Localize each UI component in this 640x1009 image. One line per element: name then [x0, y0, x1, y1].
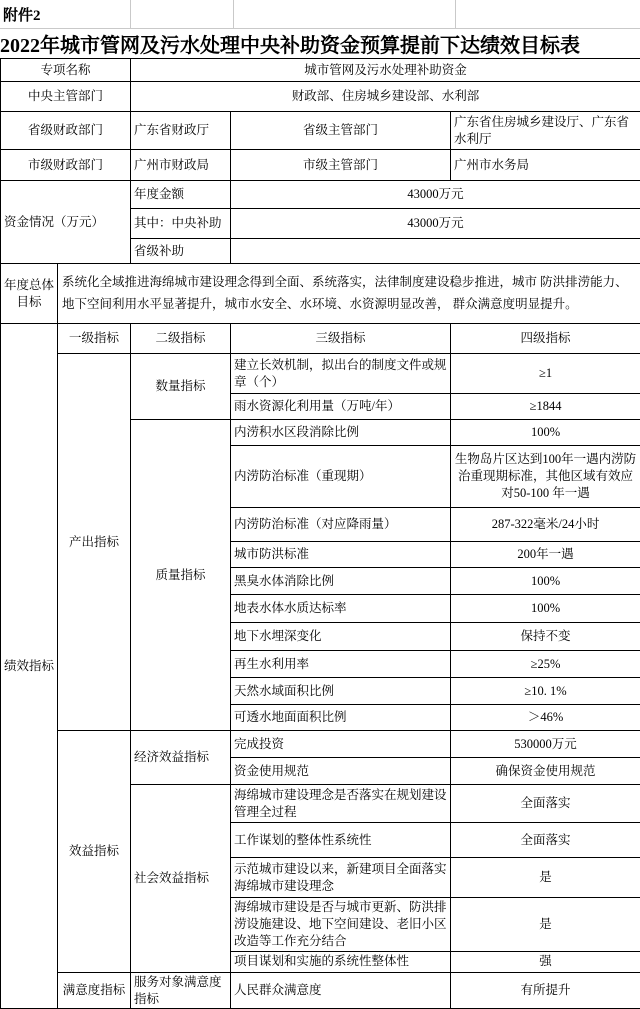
- table-row: [1, 150, 640, 181]
- funding-label: 资金情况（万元）: [1, 181, 131, 264]
- gridline: [130, 0, 131, 28]
- level1-output: 产出指标: [58, 354, 131, 731]
- funding-annual-value: 43000万元: [231, 181, 640, 209]
- attachment-row: [0, 0, 640, 29]
- table-row: [1, 82, 640, 112]
- header-l2: 二级指标: [131, 324, 231, 354]
- table-row: [1, 264, 640, 324]
- l4-target: ≥1: [451, 354, 640, 394]
- l4-target: ≥1844: [451, 394, 640, 420]
- l4-target: 100%: [451, 568, 640, 595]
- header-l4: 四级指标: [451, 324, 640, 354]
- l3-indicator: 海绵城市建设理念是否落实在规划建设管理全过程: [231, 785, 451, 823]
- l3-indicator: 雨水资源化利用量（万吨/年）: [231, 394, 451, 420]
- level2-social: 社会效益指标: [131, 785, 231, 973]
- table-row: [1, 731, 640, 758]
- header-l3: 三级指标: [231, 324, 451, 354]
- table-row: [1, 354, 640, 394]
- level2-economic: 经济效益指标: [131, 731, 231, 785]
- annual-goal-text: 系统化全域推进海绵城市建设理念得到全面、系统落实，法律制度建设稳步推进，城市 防洪排涝能力、地下空间利用水平显著提升，城市水安全、水环境、水资源明显改善， 群众满意度明显提升。: [58, 264, 640, 324]
- l3-indicator: 黑臭水体消除比例: [231, 568, 451, 595]
- l3-indicator: 项目谋划和实施的系统性整体性: [231, 951, 451, 972]
- l3-indicator: 人民群众满意度: [231, 972, 451, 1009]
- l4-target: 530000万元: [451, 731, 640, 758]
- l3-indicator: 再生水利用率: [231, 651, 451, 678]
- l3-indicator: 地下水埋深变化: [231, 623, 451, 651]
- city-finance-value: 广州市财政局: [131, 150, 231, 181]
- l4-target: 是: [451, 858, 640, 898]
- l3-indicator: 天然水域面积比例: [231, 678, 451, 705]
- l4-target: ≥10. 1%: [451, 678, 640, 705]
- document-title: 2022年城市管网及污水处理中央补助资金预算提前下达绩效目标表: [0, 29, 640, 58]
- level2-quantity: 数量指标: [131, 354, 231, 420]
- gridline: [233, 0, 234, 28]
- funding-central-value: 43000万元: [231, 209, 640, 239]
- city-dept-value: 广州市水务局: [451, 150, 640, 181]
- attachment-label: 附件2: [0, 4, 41, 25]
- project-name-label: 专项名称: [1, 59, 131, 82]
- l3-indicator: 地表水体水质达标率: [231, 595, 451, 623]
- l3-indicator: 可透水地面面积比例: [231, 705, 451, 731]
- l4-target: 保持不变: [451, 623, 640, 651]
- target-table: [0, 58, 640, 1009]
- funding-provincial-value: [231, 239, 640, 264]
- l4-target: 287-322毫米/24小时: [451, 508, 640, 542]
- l4-target: 100%: [451, 420, 640, 446]
- l3-indicator: 建立长效机制，拟出台的制度文件或规章（个）: [231, 354, 451, 394]
- l4-target: 强: [451, 951, 640, 972]
- table-row: [1, 972, 640, 1009]
- project-name-value: 城市管网及污水处理补助资金: [131, 59, 640, 82]
- annual-goal-label: 年度总体目标: [1, 264, 58, 324]
- funding-central-label: 其中：中央补助: [131, 209, 231, 239]
- l4-target: 是: [451, 898, 640, 952]
- l3-indicator: 完成投资: [231, 731, 451, 758]
- l4-target: 全面落实: [451, 823, 640, 858]
- level1-satisfaction: 满意度指标: [58, 972, 131, 1009]
- gridline: [455, 0, 456, 28]
- l4-target: 全面落实: [451, 785, 640, 823]
- city-dept-label: 市级主管部门: [231, 150, 451, 181]
- l3-indicator: 城市防洪标准: [231, 542, 451, 568]
- central-dept-value: 财政部、住房城乡建设部、水利部: [131, 82, 640, 112]
- l3-indicator: 海绵城市建设是否与城市更新、防洪排涝设施建设、地下空间建设、老旧小区改造等工作充分结合: [231, 898, 451, 952]
- provincial-dept-value: 广东省住房城乡建设厅、广东省水利厅: [451, 112, 640, 150]
- city-finance-label: 市级财政部门: [1, 150, 131, 181]
- l4-target: 确保资金使用规范: [451, 758, 640, 785]
- l3-indicator: 工作谋划的整体性系统性: [231, 823, 451, 858]
- l3-indicator: 内涝防治标准（对应降雨量）: [231, 508, 451, 542]
- funding-provincial-label: 省级补助: [131, 239, 231, 264]
- l4-target: ＞46%: [451, 705, 640, 731]
- table-row: [1, 59, 640, 82]
- l4-target: 有所提升: [451, 972, 640, 1009]
- provincial-dept-label: 省级主管部门: [231, 112, 451, 150]
- table-row: [1, 181, 640, 209]
- table-row: [1, 112, 640, 150]
- provincial-finance-value: 广东省财政厅: [131, 112, 231, 150]
- table-row: [1, 324, 640, 354]
- level2-quality: 质量指标: [131, 420, 231, 731]
- performance-label: 绩效指标: [1, 324, 58, 1009]
- level2-service: 服务对象满意度指标: [131, 972, 231, 1009]
- l3-indicator: 内涝积水区段消除比例: [231, 420, 451, 446]
- l4-target: 生物岛片区达到100年一遇内涝防治重现期标准，其他区域有效应对50-100 年一遇: [451, 446, 640, 508]
- l3-indicator: 示范城市建设以来，新建项目全面落实海绵城市建设理念: [231, 858, 451, 898]
- central-dept-label: 中央主管部门: [1, 82, 131, 112]
- l4-target: 100%: [451, 595, 640, 623]
- l4-target: ≥25%: [451, 651, 640, 678]
- provincial-finance-label: 省级财政部门: [1, 112, 131, 150]
- l3-indicator: 资金使用规范: [231, 758, 451, 785]
- header-l1: 一级指标: [58, 324, 131, 354]
- level1-benefit: 效益指标: [58, 731, 131, 973]
- funding-annual-label: 年度金额: [131, 181, 231, 209]
- l3-indicator: 内涝防治标准（重现期）: [231, 446, 451, 508]
- l4-target: 200年一遇: [451, 542, 640, 568]
